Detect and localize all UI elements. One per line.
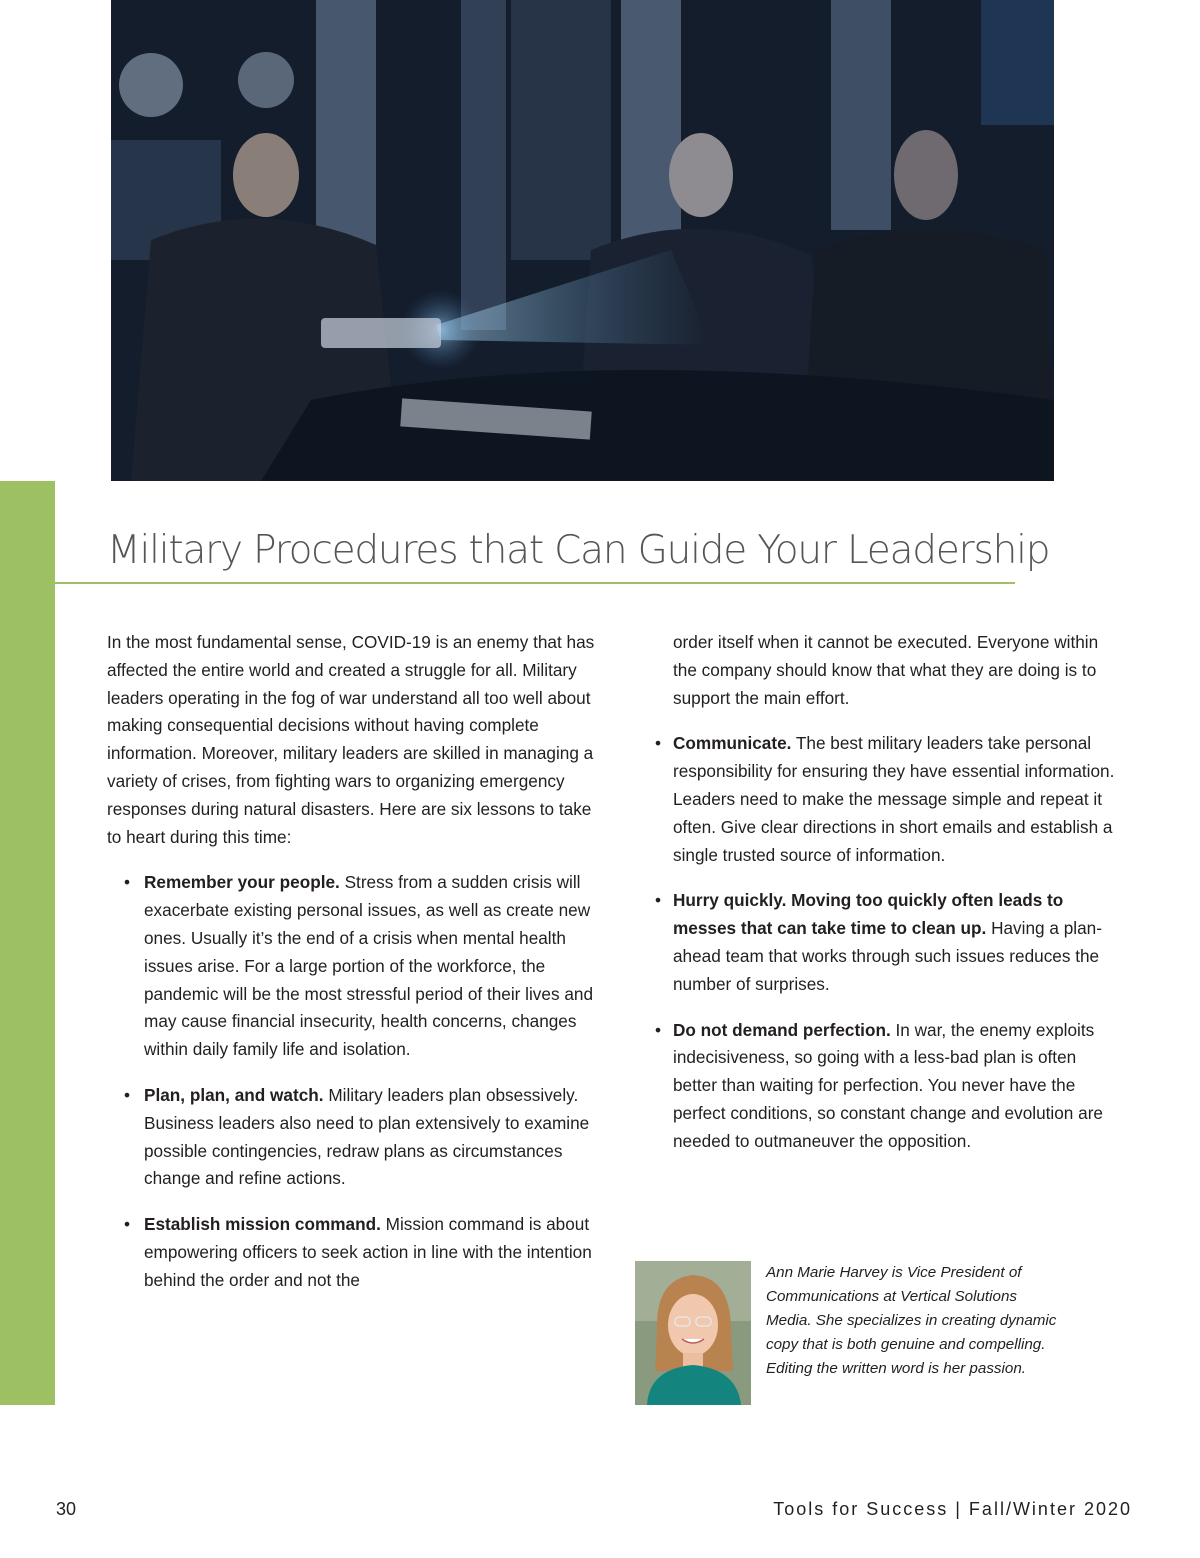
list-item bbox=[655, 887, 1123, 998]
bullet-icon: • bbox=[124, 872, 131, 893]
list-item bbox=[107, 869, 597, 1064]
page-number: 30 bbox=[56, 1499, 77, 1519]
lesson-text: Stress from a sudden crisis will exacerbate existing personal issues, as well as create new ones. Usually it’s the end of a crisis when mental health issues arise. For a large portion of the workforce, the pandemic will be the most stressful period of their lives and may cause financial insecurity, health concerns, changes within daily family life and isolation. bbox=[144, 872, 593, 1060]
list-item bbox=[655, 1017, 1123, 1156]
lesson-text: In war, the enemy exploits indecisiveness, so going with a less-bad plan is often better than waiting for perfection. You never have the perfect conditions, so constant change and evolution are needed to outmaneuver the opposition. bbox=[673, 1019, 1103, 1151]
lesson-heading: Hurry quickly. Moving too quickly often leads to messes that can take time to clean up. bbox=[673, 890, 1064, 939]
bullet-icon: • bbox=[124, 1084, 131, 1105]
right-column bbox=[655, 629, 1123, 1174]
lesson-heading: Plan, plan, and watch. bbox=[144, 1084, 324, 1105]
lesson-text: The best military leaders take personal responsibility for ensuring they have essential information. Leaders need to make the message simple and repeat it often. Give clear directions in short emails and establish a single trusted source of information. bbox=[673, 733, 1115, 865]
left-column bbox=[107, 629, 597, 1313]
lesson-heading: Do not demand perfection. bbox=[673, 1019, 891, 1040]
author-headshot-photo bbox=[635, 1261, 751, 1405]
lesson-heading: Communicate. bbox=[673, 733, 792, 754]
bullet-icon: • bbox=[655, 733, 662, 754]
author-bio: Ann Marie Harvey is Vice President of Communications at Vertical Solutions Media. She specializes in creating dynamic copy that is both genuine and compelling. Editing the written word is her passion. bbox=[766, 1264, 1057, 1377]
continued-paragraph: order itself when it cannot be executed. Everyone within the company should know that what they are doing is to support the main effort. bbox=[673, 632, 1099, 708]
lesson-text: Military leaders plan obsessively. Business leaders also need to plan extensively to examine possible contingencies, redraw plans as circumstances change and refine actions. bbox=[144, 1084, 590, 1189]
list-item bbox=[655, 730, 1123, 869]
bullet-icon: • bbox=[124, 1214, 131, 1235]
bullet-icon: • bbox=[655, 890, 662, 911]
lesson-heading: Remember your people. bbox=[144, 872, 340, 893]
intro-paragraph: In the most fundamental sense, COVID-19 is an enemy that has affected the entire world and created a struggle for all. Military leaders operating in the fog of war understand all too well about making consequential decisions without having complete information. Moreover, military leaders are skilled in managing a variety of crises, from fighting wars to organizing emergency responses during natural disasters. Here are six lessons to take to heart during this time: bbox=[107, 632, 595, 847]
green-sidebar-accent bbox=[0, 481, 55, 1405]
lessons-list-left bbox=[107, 869, 597, 1294]
bullet-icon: • bbox=[655, 1019, 662, 1040]
lesson-heading: Establish mission command. bbox=[144, 1214, 381, 1235]
lesson-text: Having a plan-ahead team that works through such issues reduces the number of surprises. bbox=[673, 918, 1102, 994]
lesson-text: Mission command is about empowering officers to seek action in line with the intention behind the order and not the bbox=[144, 1214, 592, 1290]
article-title: Military Procedures that Can Guide Your Leadership bbox=[107, 528, 1050, 573]
list-item bbox=[107, 1211, 597, 1294]
publication-footer: Tools for Success | Fall/Winter 2020 bbox=[773, 1499, 1132, 1519]
hero-photo-meeting-room bbox=[111, 0, 1054, 481]
list-item bbox=[107, 1082, 597, 1193]
title-underline-rule bbox=[55, 582, 1015, 584]
lessons-list-right bbox=[655, 730, 1123, 1155]
